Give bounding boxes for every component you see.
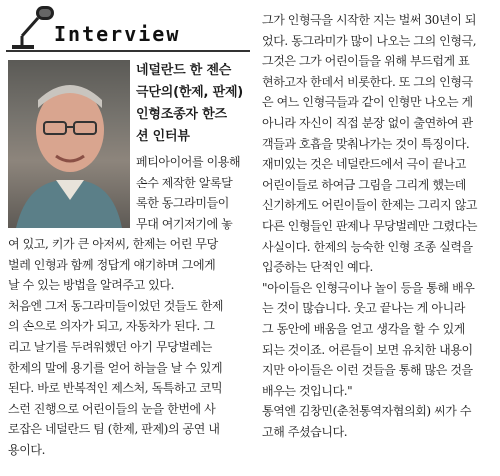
body-line: 어린이들로 하여금 그림을 그리게 했는데 [262, 177, 466, 192]
body-line: 날 수 있는 방법을 알려주고 있다. [8, 278, 174, 293]
body-line: 그것은 그가 어린이들을 위해 부드럽게 표 [262, 54, 470, 69]
body-line: 입증하는 단적인 예다. [262, 260, 373, 275]
body-line: 처음엔 그저 동그라미들이었던 것들도 한제 [8, 298, 224, 313]
microphone-icon [8, 6, 56, 50]
title-line: 인형조종자 한즈 [136, 107, 227, 122]
body-line: 배우는 것입니다." [262, 383, 353, 398]
body-line: "아이들은 인형극이나 놀이 등을 통해 배우 [262, 280, 475, 295]
body-line: 아니라 자신이 직접 분장 없이 출연하여 관 [262, 115, 473, 130]
body-line: 사실이다. 한제의 능숙한 인형 조종 실력을 [262, 239, 473, 254]
body-line: 은 여느 인형극들과 같이 인형만 나오는 게 [262, 95, 473, 110]
interview-header [6, 6, 256, 50]
body-line: 지만 아이들은 이런 것들을 통해 많은 것을 [262, 363, 473, 378]
body-line: 현하고자 한데서 비롯한다. 또 그의 인형극 [262, 74, 473, 89]
body-line: 무대 여기저기에 놓 [136, 216, 233, 231]
body-line: 는 것이 많습니다. 웃고 끝나는 게 아니라 [262, 301, 465, 316]
body-wrap-column [136, 152, 256, 234]
body-line: 손수 제작한 알록달 [136, 175, 233, 190]
interviewee-photo [8, 60, 130, 228]
body-left-column [8, 234, 258, 461]
body-line: 객들과 호흡을 맞춰나가는 것이 특징이다. [262, 136, 470, 151]
body-line: 록한 동그라미들이 [136, 196, 229, 211]
body-line: 된다. 바로 반복적인 제스처, 독특하고 코믹 [8, 381, 223, 396]
article-title [136, 60, 252, 148]
body-line: 고해 주셨습니다. [262, 424, 348, 439]
body-line: 스런 진행으로 어린이들의 눈을 한번에 사 [8, 401, 216, 416]
body-line: 로잡은 네덜란드 팀 (한제, 판제)의 공연 내 [8, 422, 220, 437]
body-line: 그 동안에 배움을 얻고 생각을 할 수 있게 [262, 321, 465, 336]
title-line: 극단의(한제, 판제) [136, 85, 244, 100]
body-line: 신기하게도 어린이들이 한제는 그리지 않고 [262, 198, 478, 213]
body-line: 한제의 말에 용기를 얻어 하늘을 날 수 있게 [8, 360, 223, 375]
body-line: 용이다. [8, 442, 45, 457]
body-line: 통역엔 김창민(춘천통역자협의회) 씨가 수 [262, 404, 472, 419]
body-line: 재미있는 것은 네덜란드에서 극이 끝나고 [262, 157, 466, 172]
title-line: 네덜란드 한 젠슨 [136, 63, 232, 78]
body-line: 다른 인형들인 판제나 무당벌레만 그렸다는 [262, 218, 478, 233]
title-line: 션 인터뷰 [136, 129, 190, 144]
header-title: Interview [54, 22, 181, 46]
body-line: 여 있고, 키가 큰 아저씨, 한제는 어린 무당 [8, 237, 218, 251]
body-line: 었다. 동그라미가 많이 나오는 그의 인형극, [262, 33, 477, 48]
body-line: 그가 인형극을 시작한 지는 벌써 30년이 되 [262, 13, 477, 27]
body-line: 페티아이어를 이용해 [136, 155, 241, 169]
body-line: 리고 날기를 두려워했던 아기 무당벌레는 [8, 339, 212, 354]
body-line: 벌레 인형과 함께 정답게 얘기하며 그에게 [8, 257, 216, 272]
body-right-column [262, 10, 494, 442]
body-line: 되는 것이죠. 어른들이 보면 유치한 내용이 [262, 342, 473, 357]
body-line: 의 손으로 의자가 되고, 자동차가 된다. 그 [8, 319, 215, 334]
header-divider [6, 50, 250, 52]
